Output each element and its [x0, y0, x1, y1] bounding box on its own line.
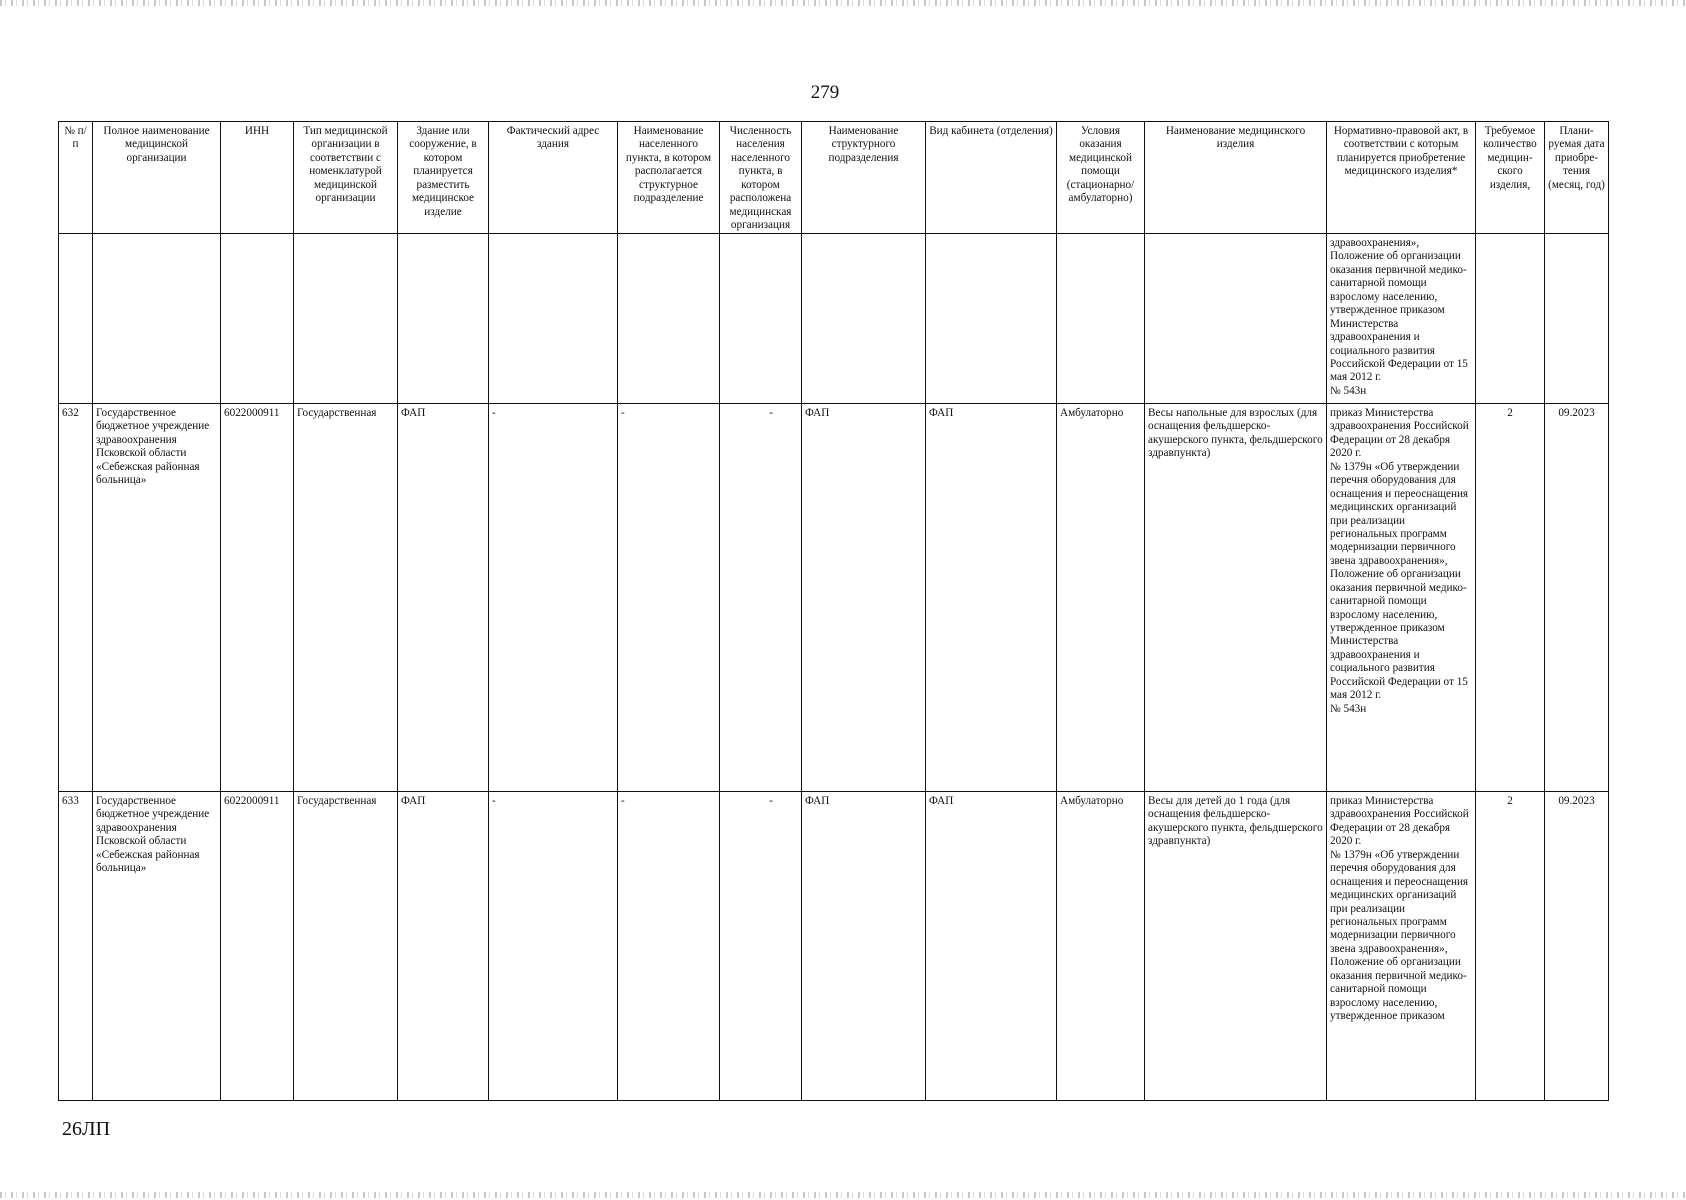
header-date: Плани-руемая дата приобре-тения (месяц, год) [1545, 122, 1609, 234]
row-cabinet: ФАП [926, 792, 1057, 1101]
header-population: Численность населения населенного пункта, в котором расположена медицинская организация [720, 122, 802, 234]
table-row [59, 404, 1609, 792]
header-settlement: Наименование населенного пункта, в котором располагается структурное подразделение [618, 122, 720, 234]
row-address: - [489, 792, 618, 1101]
row-address: - [489, 404, 618, 792]
table-row [59, 792, 1609, 1101]
row-unit: ФАП [802, 792, 926, 1101]
row-device: Весы для детей до 1 года (для оснащения фельдшерско-акушерского пункта, фельдшерского здравпункта) [1145, 792, 1327, 1101]
row-population: - [720, 404, 802, 792]
header-quantity: Требуемое количество медицин-ского изделия, [1476, 122, 1545, 234]
row-quantity: 2 [1476, 404, 1545, 792]
table-row-continuation [59, 234, 1609, 404]
row-org: Государственное бюджетное учреждение здравоохранения Псковской области «Себежская районная больница» [93, 792, 221, 1101]
header-conditions: Условия оказания медицинской помощи (стационарно/ амбулаторно) [1057, 122, 1145, 234]
row-device: Весы напольные для взрослых (для оснащения фельдшерско-акушерского пункта, фельдшерского здравпункта) [1145, 404, 1327, 792]
row-num: 632 [59, 404, 93, 792]
row-conditions: Амбулаторно [1057, 404, 1145, 792]
row-date: 09.2023 [1545, 792, 1609, 1101]
row-building: ФАП [398, 792, 489, 1101]
header-act: Нормативно-правовой акт, в соответствии с которым планируется приобретение медицинского изделия* [1327, 122, 1476, 234]
header-unit: Наименование структурного подразделения [802, 122, 926, 234]
row-date: 09.2023 [1545, 404, 1609, 792]
continuation-act: здравоохранения», Положение об организации оказания первичной медико-санитарной помощи взрослому населению, утвержденное приказом Министерства здравоохранения и социального развития Российской Федерации от 15 мая 2012 г. № 543н [1327, 234, 1476, 404]
table-header [59, 122, 1609, 234]
header-building: Здание или сооружение, в котором планируется разместить медицинское изделие [398, 122, 489, 234]
row-unit: ФАП [802, 404, 926, 792]
row-settlement: - [618, 404, 720, 792]
header-cabinet: Вид кабинета (отделения) [926, 122, 1057, 234]
row-building: ФАП [398, 404, 489, 792]
row-act: приказ Министерства здравоохранения Российской Федерации от 28 декабря 2020 г. № 1379н «Об утверждении перечня оборудования для оснащения и переоснащения медицинских организаций при реализации региональных программ модернизации первичного звена здравоохранения», Положение об организации оказания первичной медико-санитарной помощи взрослому населению, утвержденное приказом [1327, 792, 1476, 1101]
header-address: Фактический адрес здания [489, 122, 618, 234]
equipment-table [58, 121, 1609, 1101]
row-cabinet: ФАП [926, 404, 1057, 792]
row-org: Государственное бюджетное учреждение здравоохранения Псковской области «Себежская районная больница» [93, 404, 221, 792]
header-inn: ИНН [221, 122, 294, 234]
row-conditions: Амбулаторно [1057, 792, 1145, 1101]
scan-edge-bottom [0, 1192, 1686, 1198]
footer-code: 26ЛП [62, 1118, 111, 1140]
scan-edge-top [0, 0, 1686, 6]
row-quantity: 2 [1476, 792, 1545, 1101]
row-act: приказ Министерства здравоохранения Российской Федерации от 28 декабря 2020 г. № 1379н «Об утверждении перечня оборудования для оснащения и переоснащения медицинских организаций при реализации региональных программ модернизации первичного звена здравоохранения», Положение об организации оказания первичной медико-санитарной помощи взрослому населению, утвержденное приказом Министерства здравоохранения и социального развития Российской Федерации от 15 мая 2012 г. № 543н [1327, 404, 1476, 792]
header-num: № п/п [59, 122, 93, 234]
row-settlement: - [618, 792, 720, 1101]
header-type: Тип медицинской организации в соответствии с номенклатурой медицинской организации [294, 122, 398, 234]
row-num: 633 [59, 792, 93, 1101]
page-number: 279 [810, 82, 840, 103]
row-type: Государственная [294, 792, 398, 1101]
row-inn: 6022000911 [221, 404, 294, 792]
header-org: Полное наименование медицинской организации [93, 122, 221, 234]
row-type: Государственная [294, 404, 398, 792]
row-inn: 6022000911 [221, 792, 294, 1101]
header-device: Наименование медицинского изделия [1145, 122, 1327, 234]
row-population: - [720, 792, 802, 1101]
